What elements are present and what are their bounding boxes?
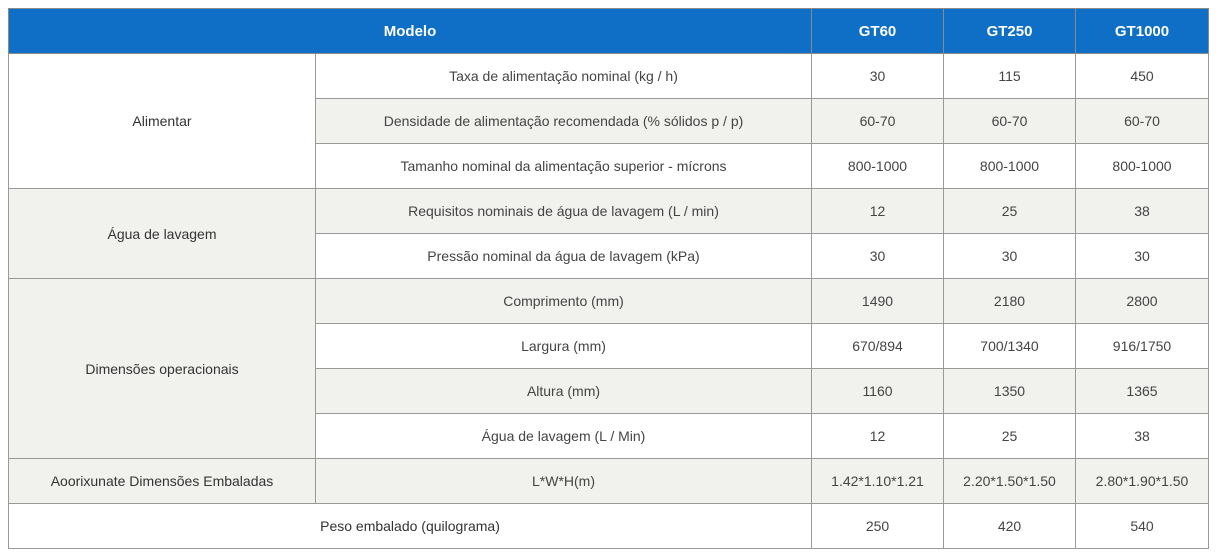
value-cell-gt250: 25 bbox=[944, 189, 1076, 234]
value-cell-gt1000: 450 bbox=[1076, 54, 1209, 99]
value-cell-gt1000: 2800 bbox=[1076, 279, 1209, 324]
table-row bbox=[9, 189, 1209, 234]
value-cell-gt1000: 38 bbox=[1076, 189, 1209, 234]
param-cell: Tamanho nominal da alimentação superior - mícrons bbox=[316, 144, 812, 189]
param-cell: Altura (mm) bbox=[316, 369, 812, 414]
table-row bbox=[9, 504, 1209, 549]
param-cell: Requisitos nominais de água de lavagem (L / min) bbox=[316, 189, 812, 234]
value-cell-gt60: 1160 bbox=[812, 369, 944, 414]
value-cell-gt1000: 2.80*1.90*1.50 bbox=[1076, 459, 1209, 504]
header-row bbox=[9, 9, 1209, 54]
value-cell-gt250: 115 bbox=[944, 54, 1076, 99]
header-model-gt250: GT250 bbox=[944, 9, 1076, 54]
header-model-label: Modelo bbox=[9, 9, 812, 54]
spec-table bbox=[8, 8, 1209, 549]
table-row bbox=[9, 459, 1209, 504]
peso-embalado-label: Peso embalado (quilograma) bbox=[9, 504, 812, 549]
param-cell: Pressão nominal da água de lavagem (kPa) bbox=[316, 234, 812, 279]
param-cell: L*W*H(m) bbox=[316, 459, 812, 504]
param-cell: Taxa de alimentação nominal (kg / h) bbox=[316, 54, 812, 99]
group-label-dimensoes-embaladas: Aoorixunate Dimensões Embaladas bbox=[9, 459, 316, 504]
value-cell-gt250: 1350 bbox=[944, 369, 1076, 414]
value-cell-gt60: 12 bbox=[812, 414, 944, 459]
value-cell-gt250: 420 bbox=[944, 504, 1076, 549]
value-cell-gt60: 12 bbox=[812, 189, 944, 234]
value-cell-gt1000: 38 bbox=[1076, 414, 1209, 459]
value-cell-gt1000: 916/1750 bbox=[1076, 324, 1209, 369]
value-cell-gt60: 1490 bbox=[812, 279, 944, 324]
param-cell: Largura (mm) bbox=[316, 324, 812, 369]
value-cell-gt1000: 800-1000 bbox=[1076, 144, 1209, 189]
header-model-gt60: GT60 bbox=[812, 9, 944, 54]
value-cell-gt250: 700/1340 bbox=[944, 324, 1076, 369]
group-label-alimentar: Alimentar bbox=[9, 54, 316, 189]
value-cell-gt250: 800-1000 bbox=[944, 144, 1076, 189]
param-cell: Densidade de alimentação recomendada (% sólidos p / p) bbox=[316, 99, 812, 144]
value-cell-gt60: 800-1000 bbox=[812, 144, 944, 189]
value-cell-gt1000: 60-70 bbox=[1076, 99, 1209, 144]
group-label-agua-de-lavagem: Água de lavagem bbox=[9, 189, 316, 279]
header-model-gt1000: GT1000 bbox=[1076, 9, 1209, 54]
value-cell-gt1000: 1365 bbox=[1076, 369, 1209, 414]
value-cell-gt60: 30 bbox=[812, 234, 944, 279]
value-cell-gt250: 30 bbox=[944, 234, 1076, 279]
value-cell-gt250: 60-70 bbox=[944, 99, 1076, 144]
param-cell: Comprimento (mm) bbox=[316, 279, 812, 324]
value-cell-gt60: 60-70 bbox=[812, 99, 944, 144]
value-cell-gt250: 25 bbox=[944, 414, 1076, 459]
value-cell-gt250: 2180 bbox=[944, 279, 1076, 324]
param-cell: Água de lavagem (L / Min) bbox=[316, 414, 812, 459]
value-cell-gt60: 1.42*1.10*1.21 bbox=[812, 459, 944, 504]
value-cell-gt60: 250 bbox=[812, 504, 944, 549]
value-cell-gt250: 2.20*1.50*1.50 bbox=[944, 459, 1076, 504]
value-cell-gt60: 30 bbox=[812, 54, 944, 99]
value-cell-gt1000: 540 bbox=[1076, 504, 1209, 549]
value-cell-gt60: 670/894 bbox=[812, 324, 944, 369]
table-row bbox=[9, 54, 1209, 99]
value-cell-gt1000: 30 bbox=[1076, 234, 1209, 279]
table-row bbox=[9, 279, 1209, 324]
group-label-dimensoes-operacionais: Dimensões operacionais bbox=[9, 279, 316, 459]
